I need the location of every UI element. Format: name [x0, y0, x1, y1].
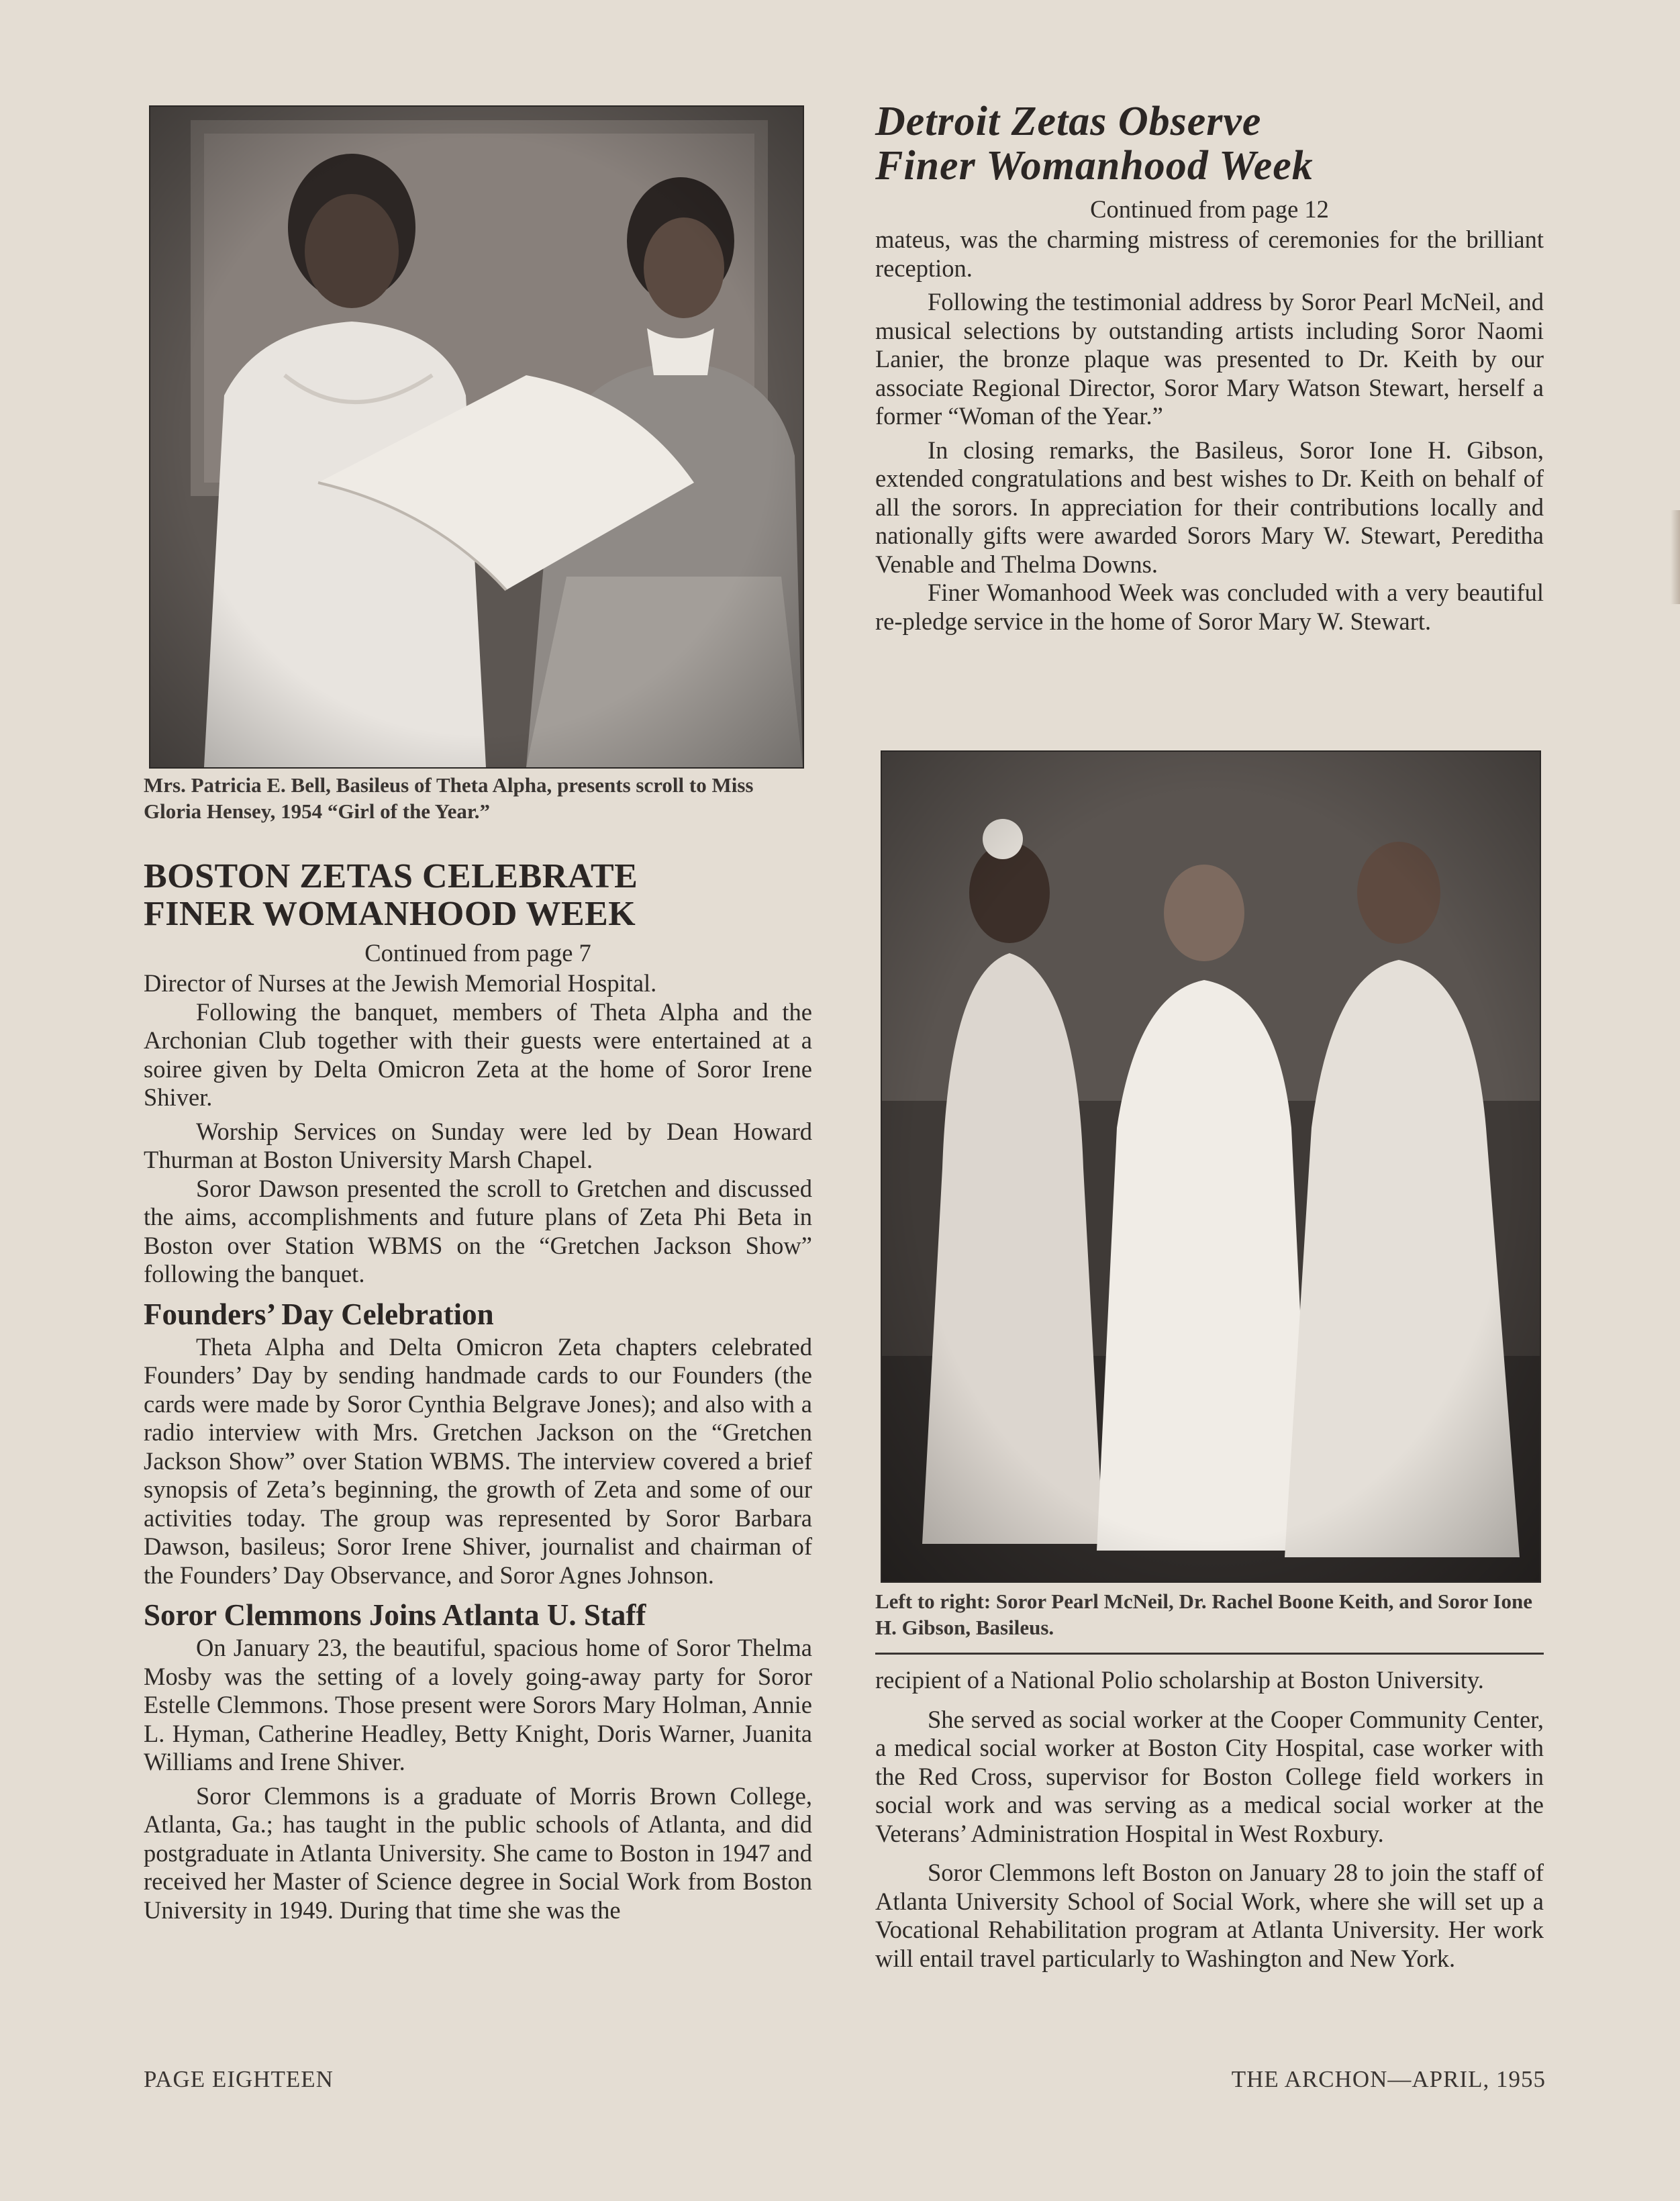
boston-paragraph: Director of Nurses at the Jewish Memorial Hospital.: [144, 969, 657, 997]
boston-paragraph: Soror Dawson presented the scroll to Gretchen and discussed the aims, accomplishments and future plans of Zeta Phi Beta in Boston over Station WBMS on the “Gretchen Jackson Show” following the banquet.: [144, 1174, 812, 1287]
clemmons-paragraph: Soror Clemmons left Boston on January 28 to join the staff of Atlanta University School of Social Work, where she will set up a Vocational Rehabilitation program at Atlanta University. Her work will entail travel particularly to Washington and New York.: [875, 1859, 1544, 1972]
detroit-title-line-1: Detroit Zetas Observe: [875, 99, 1262, 144]
founders-day-heading: Founders’ Day Celebration: [144, 1297, 494, 1331]
clemmons-continuation: [875, 1666, 1544, 1973]
founders-day-paragraph: Theta Alpha and Delta Omicron Zeta chapters celebrated Founders’ Day by sending handmade cards to our Founders (the cards were made by Soror Cynthia Belgrave Jones); and also with a radio interview with Mrs. Gretchen Jackson on the “Gretchen Jackson Show” over Station WBMS. The interview covered a brief synopsis of Zeta’s beginning, the growth of Zeta and some of our activities today. The group was represented by Soror Barbara Dawson, basileus; Soror Irene Shiver, journalist and chairman of the Founders’ Day Observance, and Soror Agnes Johnson.: [144, 1332, 812, 1589]
detroit-paragraph: mateus, was the charming mistress of ceremonies for the brilliant reception.: [875, 226, 1544, 282]
boston-paragraph: Worship Services on Sunday were led by Dean Howard Thurman at Boston University Marsh Chapel.: [144, 1117, 812, 1173]
clemmons-heading: Soror Clemmons Joins Atlanta U. Staff: [144, 1598, 646, 1632]
detroit-title-line-2: Finer Womanhood Week: [875, 143, 1314, 189]
detroit-continued-note: Continued from page 12: [1090, 195, 1329, 223]
detroit-article: [875, 99, 1544, 636]
detroit-paragraph: In closing remarks, the Basileus, Soror Ione H. Gibson, extended congratulations and best wishes to Dr. Keith on behalf of all the sorors. In appreciation for their contributions locally and nationally gifts were awarded Sorors Mary W. Stewart, Pereditha Venable and Thelma Downs.: [875, 436, 1544, 578]
clemmons-paragraph: She served as social worker at the Cooper Community Center, a medical social worker at Boston City Hospital, case worker with the Red Cross, supervisor for Boston College field workers in social work and was serving as a medical social worker at the Veterans’ Administration Hospital in West Roxbury.: [875, 1705, 1544, 1847]
column-divider-rule: [875, 1653, 1544, 1655]
detroit-paragraph: Following the testimonial address by Soror Pearl McNeil, and musical selections by outstanding artists including Soror Naomi Lanier, the bronze plaque was presented to Dr. Keith by our associate Regional Director, Soror Mary Watson Stewart, herself a former “Woman of the Year.”: [875, 288, 1544, 430]
boston-title-line-2: FINER WOMANHOOD WEEK: [144, 895, 636, 933]
photo-scroll-presentation: [149, 105, 804, 769]
boston-continued-note: Continued from page 7: [364, 939, 591, 967]
photo-caption-1: Mrs. Patricia E. Bell, Basileus of Theta Alpha, presents scroll to Miss Gloria Hensey, 1954 “Girl of the Year.”: [144, 773, 754, 823]
photo-scroll-presentation-image: [150, 107, 803, 767]
issue-footer: THE ARCHON—APRIL, 1955: [1231, 2066, 1546, 2092]
photo-caption-2: Left to right: Soror Pearl McNeil, Dr. Rachel Boone Keith, and Soror Ione H. Gibson, Basileus.: [875, 1589, 1532, 1639]
photo-three-women-image: [882, 752, 1540, 1581]
clemmons-paragraph: Soror Clemmons is a graduate of Morris Brown College, Atlanta, Ga.; has taught in the public schools of Atlanta, and did postgraduate in Atlanta University. She came to Boston in 1947 and received her Master of Science degree in Social Work from Boston University in 1949. During that time she was the: [144, 1781, 812, 1924]
clemmons-paragraph: recipient of a National Polio scholarship at Boston University.: [875, 1666, 1484, 1694]
clemmons-paragraph: On January 23, the beautiful, spacious home of Soror Thelma Mosby was the setting of a lovely going-away party for Soror Estelle Clemmons. Those present were Sorors Mary Holman, Annie L. Hyman, Catherine Headley, Betty Knight, Doris Warner, Juanita Williams and Irene Shiver.: [144, 1634, 812, 1775]
photo-three-women: [881, 750, 1541, 1583]
page-number-footer: PAGE EIGHTEEN: [144, 2066, 334, 2092]
boston-title-line-1: BOSTON ZETAS CELEBRATE: [144, 857, 638, 895]
left-column: [144, 858, 812, 1924]
page-edge-wear: [1671, 510, 1680, 604]
detroit-paragraph: Finer Womanhood Week was concluded with a very beautiful re-pledge service in the home of Soror Mary W. Stewart.: [875, 579, 1544, 635]
boston-paragraph: Following the banquet, members of Theta Alpha and the Archonian Club together with their guests were entertained at a soiree given by Delta Omicron Zeta at the home of Soror Irene Shiver.: [144, 997, 812, 1111]
